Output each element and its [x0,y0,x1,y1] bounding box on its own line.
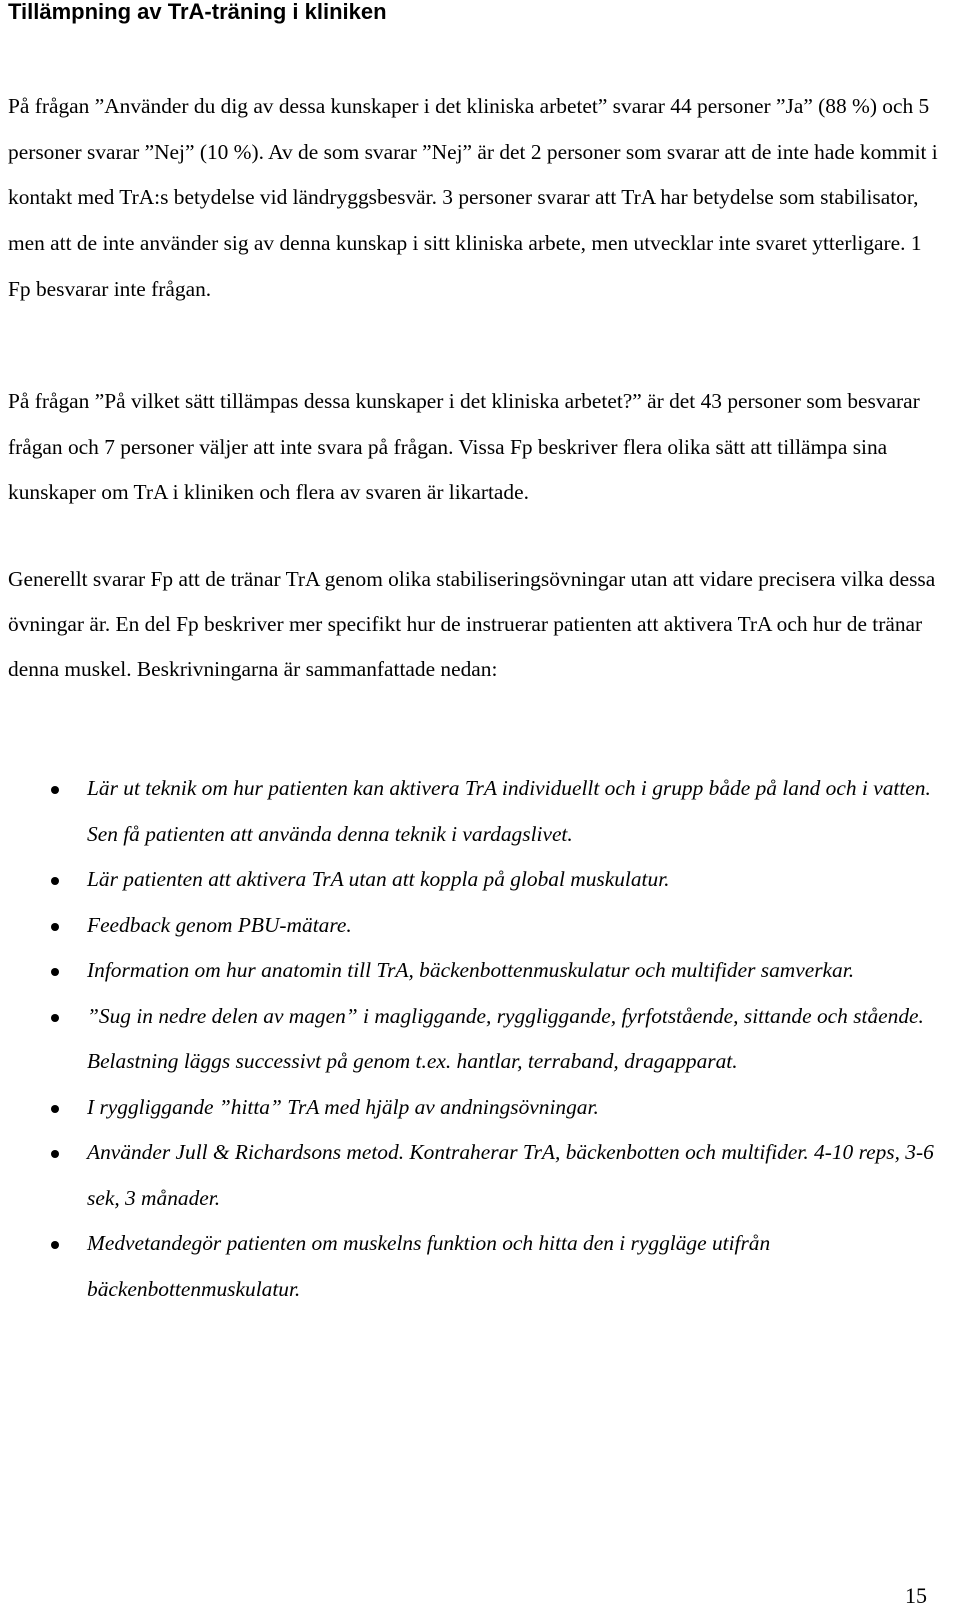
page-number: 15 [905,1583,927,1608]
bullet-icon [51,877,59,885]
list-item [0,994,942,1085]
list-item-text: Lär patienten att aktivera TrA utan att koppla på global muskulatur. [87,867,670,891]
list-item-text: I ryggliggande ”hitta” TrA med hjälp av andningsövningar. [87,1094,599,1119]
list-item [0,903,942,949]
bullet-icon [51,1105,59,1113]
list-item [0,948,942,994]
bullet-icon [51,786,59,794]
bullet-icon [51,923,59,931]
bullet-icon [51,1241,59,1249]
paragraph-usage-answers: På frågan ”Använder du dig av dessa kunskaper i det kliniska arbetet” svarar 44 personer ”Ja” (88 %) och 5 personer svarar ”Nej” (10 %). Av de som svarar ”Nej” är det 2 personer som svarar att de inte hade kommit i kontakt med TrA:s betydelse vid ländryggsbesvär. 3 personer svarar att TrA har betydelse som stabilisator, men att de inte använder sig av denna kunskap i sitt kliniska arbete, men utvecklar inte svaret ytterligare. 1 Fp besvarar inte frågan. [8,94,938,301]
list-item-text: Använder Jull & Richardsons metod. Kontraherar TrA, bäckenbotten och multifider. 4-10 reps, 3-6 sek, 3 månader. [87,1140,934,1210]
bullet-icon [51,1150,59,1158]
list-item-text: Lär ut teknik om hur patienten kan aktivera TrA individuellt och i grupp både på land och i vatten. Sen få patienten att använda denna teknik i vardagslivet. [87,776,931,846]
bullet-icon [51,1014,59,1022]
list-item [0,1085,942,1131]
list-item [0,766,942,857]
bullet-icon [51,968,59,976]
paragraph-general-answers: Generellt svarar Fp att de tränar TrA genom olika stabiliseringsövningar utan att vidare precisera vilka dessa övningar är. En del Fp beskriver mer specifikt hur de instruerar patienten att aktivera TrA och hur de tränar denna muskel. Beskrivningarna är sammanfattade nedan: [8,567,936,682]
paragraph-application-question: På frågan ”På vilket sätt tillämpas dessa kunskaper i det kliniska arbetet?” är det 43 personer som besvarar frågan och 7 personer väljer att inte svara på frågan. Vissa Fp beskriver flera olika sätt att tillämpa sina kunskaper om TrA i kliniken och flera av svaren är likartade. [8,389,920,505]
list-item-text: Information om hur anatomin till TrA, bäckenbottenmuskulatur och multifider samverkar. [87,958,855,982]
list-item-text: Feedback genom PBU-mätare. [87,912,352,937]
list-item-text: Medvetandegör patienten om muskelns funktion och hitta den i ryggläge utifrån bäckenbottenmuskulatur. [87,1231,771,1301]
list-item-text: ”Sug in nedre delen av magen” i magliggande, ryggliggande, fyrfotstående, sittande och stående. Belastning läggs successivt på genom t.ex. hantlar, terraband, dragapparat. [87,1003,924,1073]
section-heading: Tillämpning av TrA-träning i kliniken [8,0,387,24]
list-item [0,1130,942,1221]
list-item [0,857,942,903]
list-item [0,1221,942,1312]
method-bullet-list [0,766,960,1312]
